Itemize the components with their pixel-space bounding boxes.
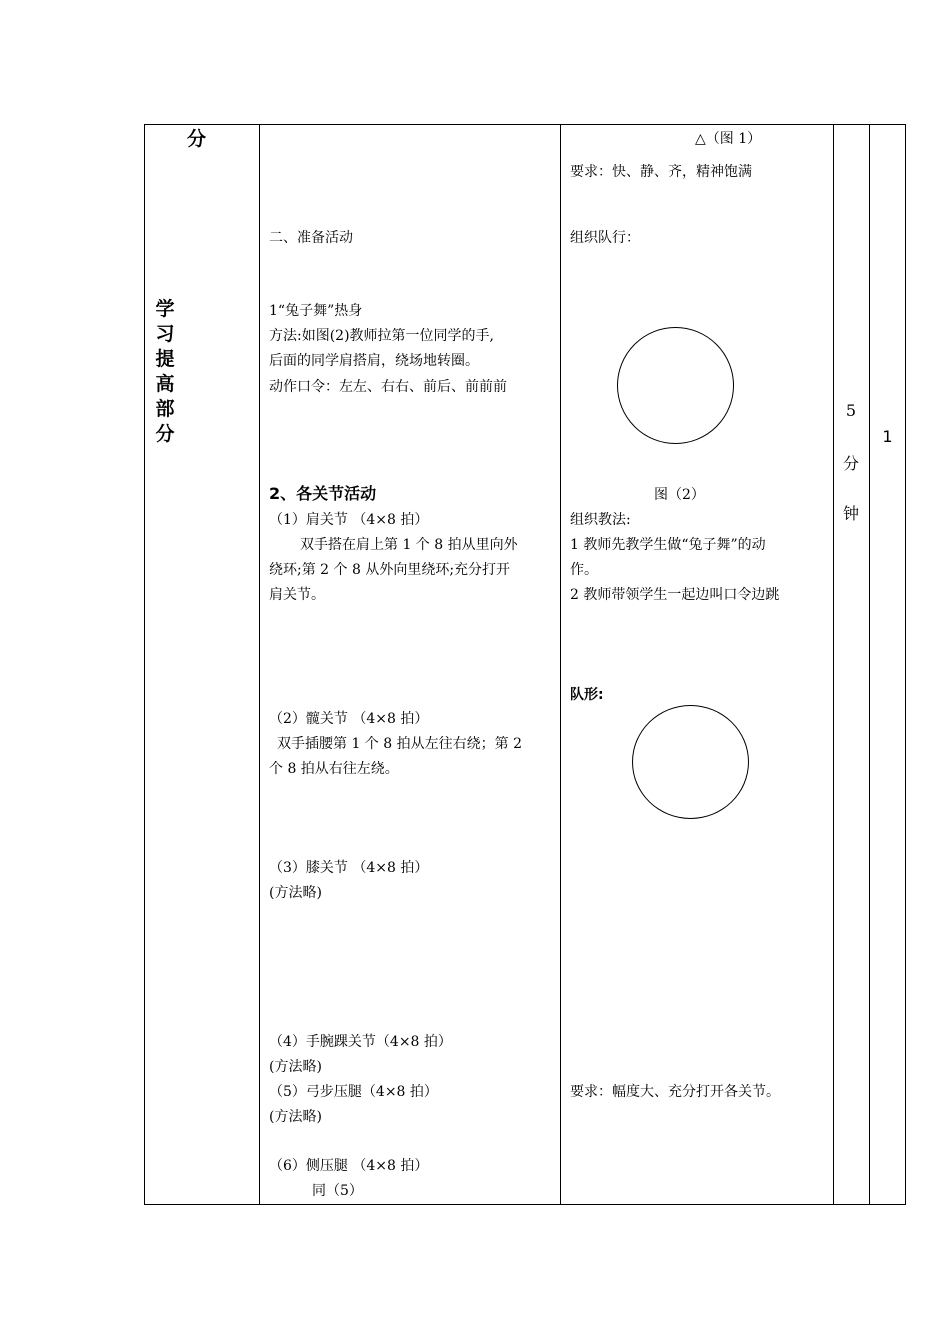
formation-label: 组织队行： — [570, 230, 640, 246]
section-title-char: 习 — [155, 323, 175, 345]
method-line: 作。 — [570, 562, 598, 578]
joint-heading: 2、各关节活动 — [269, 484, 377, 503]
time-char: 分 — [842, 454, 859, 473]
wrist-title: （4）手腕踝关节（4×8 拍） — [269, 1034, 452, 1050]
column-divider — [869, 125, 870, 1204]
side-desc: 同（5） — [312, 1183, 363, 1199]
method-label: 组织教法: — [570, 512, 631, 528]
hip-desc: 个 8 拍从右往左绕。 — [269, 761, 399, 777]
lesson-plan-table — [144, 124, 906, 1205]
lunge-title: （5）弓步压腿（4×8 拍） — [269, 1084, 438, 1100]
wrist-desc: (方法略) — [269, 1059, 322, 1075]
column-divider — [833, 125, 834, 1204]
column-divider — [560, 125, 561, 1204]
section-top-char: 分 — [187, 128, 207, 150]
rabbit-method-line: 方法:如图(2)教师拉第一位同学的手, — [269, 328, 494, 344]
shoulder-desc: 绕环;第 2 个 8 从外向里绕环;充分打开 — [269, 562, 511, 578]
column-divider — [259, 125, 260, 1204]
figure-2-caption: 图（2） — [654, 487, 705, 503]
section-title-char: 部 — [155, 398, 175, 420]
formation-circle-diagram — [632, 705, 749, 819]
shoulder-desc: 肩关节。 — [269, 587, 325, 603]
hip-title: （2）髋关节 （4×8 拍） — [269, 711, 429, 727]
heading-prep: 二、准备活动 — [269, 230, 353, 246]
time-char: 5 — [845, 401, 857, 420]
section-vertical-title — [153, 297, 177, 447]
count-value: 1 — [882, 427, 893, 446]
requirement-text: 要求：快、静、齐，精神饱满 — [570, 164, 752, 180]
formation-circle-diagram — [617, 327, 734, 444]
section-title-char: 学 — [155, 298, 175, 320]
method-line: 2 教师带领学生一起边叫口令边跳 — [570, 587, 780, 603]
rabbit-command: 动作口令：左左、右右、前后、前前前 — [269, 379, 507, 395]
shoulder-title: （1）肩关节 （4×8 拍） — [269, 512, 429, 528]
section-title-char: 提 — [155, 348, 175, 370]
lunge-desc: (方法略) — [269, 1109, 322, 1125]
method-line: 1 教师先教学生做“兔子舞”的动 — [570, 537, 766, 553]
rabbit-dance-title: 1“兔子舞”热身 — [269, 303, 363, 319]
rabbit-method-line: 后面的同学肩搭肩，绕场地转圈。 — [269, 353, 479, 369]
section-title-char: 高 — [155, 373, 175, 395]
side-title: （6）侧压腿 （4×8 拍） — [269, 1158, 429, 1174]
figure-1-caption: △（图 1） — [695, 131, 762, 147]
formation-label-2: 队形: — [570, 687, 604, 703]
time-char: 钟 — [842, 504, 859, 523]
shoulder-desc: 双手搭在肩上第 1 个 8 拍从里向外 — [300, 537, 518, 553]
knee-desc: (方法略) — [269, 885, 322, 901]
knee-title: （3）膝关节 （4×8 拍） — [269, 860, 429, 876]
requirement-text: 要求：幅度大、充分打开各关节。 — [570, 1084, 780, 1100]
hip-desc: 双手插腰第 1 个 8 拍从左往右绕；第 2 — [277, 736, 522, 752]
section-title-char: 分 — [155, 423, 175, 445]
